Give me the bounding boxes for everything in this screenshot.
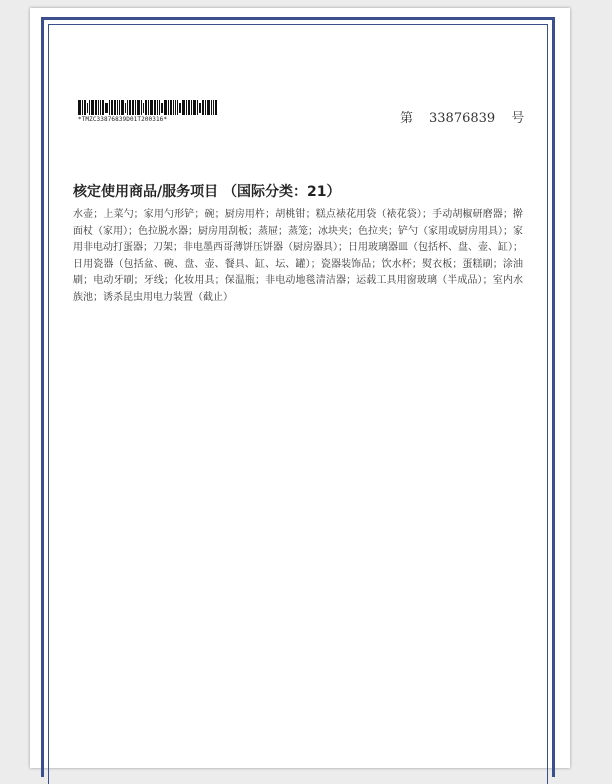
barcode-bar	[114, 100, 116, 115]
section-heading: 核定使用商品/服务项目 （国际分类：21）	[73, 184, 341, 200]
barcode-bar	[117, 100, 118, 115]
reg-prefix: 第	[400, 111, 414, 126]
barcode-bar	[78, 100, 81, 115]
barcode-bar	[143, 103, 144, 113]
barcode-bar	[121, 100, 124, 115]
barcode-bar	[105, 103, 108, 113]
barcode-bar	[213, 100, 214, 115]
barcode-bar	[132, 100, 134, 115]
barcode-bar	[211, 100, 212, 115]
barcode-bar	[137, 100, 140, 115]
barcode-bar	[173, 100, 174, 115]
barcode-bar	[98, 100, 99, 115]
barcode-bar	[82, 100, 83, 115]
document-page	[30, 8, 570, 768]
barcode-bar	[87, 103, 88, 113]
barcode-bar	[119, 100, 120, 115]
barcode-bar	[168, 100, 169, 115]
barcode-bar	[102, 100, 104, 115]
barcode-bar	[207, 100, 210, 115]
barcode-bar	[215, 100, 217, 115]
barcode-bar	[161, 103, 163, 113]
barcode-bar	[125, 103, 126, 113]
barcode-bars	[78, 100, 218, 115]
barcode-bar	[150, 100, 153, 115]
barcode-bar	[157, 100, 158, 115]
barcode	[78, 100, 218, 123]
barcode-bar	[197, 100, 198, 115]
barcode-bar	[148, 100, 149, 115]
barcode-bar	[129, 100, 131, 115]
barcode-bar	[186, 100, 187, 115]
barcode-bar	[177, 100, 178, 115]
barcode-bar	[135, 100, 136, 115]
barcode-bar	[141, 100, 142, 115]
barcode-bar	[145, 100, 147, 115]
page-border-inner	[48, 24, 548, 784]
barcode-bar	[111, 100, 113, 115]
barcode-bar	[89, 100, 90, 115]
barcode-bar	[199, 103, 201, 113]
reg-number: 33876839	[429, 111, 496, 126]
barcode-bar	[95, 100, 97, 115]
barcode-bar	[127, 100, 128, 115]
goods-services-list: 水壶；上菜勺；家用勺形铲；碗；厨房用杵；胡桃钳；糕点裱花用袋（裱花袋）；手动胡椒研磨器；擀面杖（家用）；色拉脱水器；厨房用刮板；蒸屉；蒸笼；冰块夹；色拉夹；铲勺（家用或厨房用具）；家用非电动打蛋器；刀架；非电墨西哥薄饼压饼器（厨房器具）；日用玻璃器皿（包括杯、盘、壶、缸）；日用瓷器（包括盆、碗、盘、壶、餐具、缸、坛、罐）；瓷器装饰品；饮水杯；熨衣板；蛋糕刷；涂油刷；电动牙刷；牙线；化妆用具；保温瓶；非电动地毯清洁器；运载工具用窗玻璃（半成品）；室内水族池；诱杀昆虫用电力装置（截止）	[73, 209, 523, 303]
barcode-bar	[159, 100, 160, 115]
barcode-bar	[84, 100, 86, 115]
barcode-bar	[188, 100, 190, 115]
barcode-bar	[170, 100, 172, 115]
barcode-bar	[91, 100, 94, 115]
barcode-bar	[205, 100, 206, 115]
barcode-bar	[193, 100, 196, 115]
barcode-bar	[182, 100, 185, 115]
barcode-bar	[179, 103, 181, 113]
registration-number	[400, 107, 524, 126]
barcode-bar	[109, 100, 110, 115]
barcode-text: *TMZC33876839D01T200316*	[78, 116, 168, 123]
reg-suffix: 号	[511, 111, 525, 126]
barcode-bar	[191, 100, 192, 115]
barcode-bar	[164, 100, 167, 115]
barcode-bar	[175, 100, 176, 115]
barcode-bar	[202, 100, 204, 115]
barcode-bar	[154, 100, 156, 115]
barcode-bar	[100, 100, 101, 115]
